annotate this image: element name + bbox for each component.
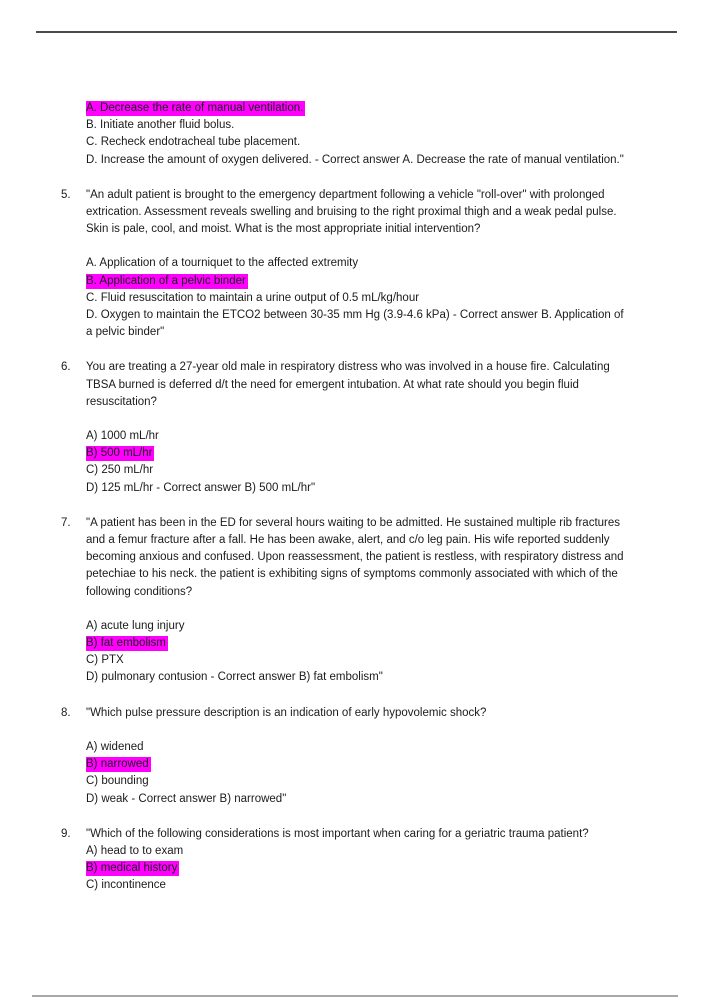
answer-option	[86, 273, 624, 290]
answer-option-text: A. Decrease the rate of manual ventilation.	[86, 102, 304, 114]
answer-option	[86, 255, 624, 272]
answer-option	[86, 791, 624, 808]
answer-option-text: C) 250 mL/hr	[86, 464, 154, 477]
answer-option	[86, 635, 624, 652]
answer-option	[86, 860, 624, 877]
answer-option	[86, 462, 624, 479]
answer-option-text: B. Initiate another fluid bolus.	[86, 119, 235, 132]
question-7	[61, 515, 624, 687]
question-5	[61, 187, 624, 342]
answer-option-text: A) 1000 mL/hr	[86, 430, 159, 443]
question-number: 6.	[61, 361, 71, 374]
answer-option-text: C) bounding	[86, 775, 149, 788]
answer-option-text: C. Fluid resuscitation to maintain a urine output of 0.5 mL/kg/hour	[86, 291, 420, 304]
question-text: You are treating a 27-year old male in respiratory distress who was involved in a house fire. Calculating TBSA burned is deferred d/t the need for emergent intubation. At what rate should you begin fluid resuscitation?	[86, 361, 610, 408]
answer-option	[86, 290, 624, 307]
answer-option	[86, 134, 624, 151]
answer-option-text: B) fat embolism	[86, 637, 166, 650]
question-text: "A patient has been in the ED for several hours waiting to be admitted. He sustained multiple rib fractures and a femur fracture after a fall. He has been awake, alert, and c/o leg pain. His wife reported suddenly becoming anxious and confused. Upon reassessment, the patient is restless, with respiratory distress and petechiae to his neck. the patient is exhibiting signs of symptoms commonly associated with which of the following conditions?	[86, 516, 624, 598]
answer-option	[86, 428, 624, 445]
answer-option-text: A) head to to exam	[86, 844, 184, 857]
answer-option	[86, 152, 624, 169]
answer-option-text: B. Application of a pelvic binder	[86, 274, 246, 287]
answer-option-text: C) PTX	[86, 654, 124, 667]
question-6	[61, 359, 624, 496]
document-content	[61, 100, 624, 913]
answer-option-text: B) medical history	[86, 862, 178, 875]
answer-option	[86, 739, 624, 756]
bottom-divider	[32, 995, 678, 997]
answer-option	[86, 618, 624, 635]
answer-option-text: B) narrowed	[86, 758, 149, 771]
answer-option-text: D. Oxygen to maintain the ETCO2 between 30-35 mm Hg (3.9-4.6 kPa) - Correct answer B. Application of a pelvic binder"	[86, 309, 624, 339]
answer-option	[86, 117, 624, 134]
question-9	[61, 826, 624, 895]
question-4-options-block	[61, 100, 624, 169]
answer-option-text: D) pulmonary contusion - Correct answer B) fat embolism"	[86, 671, 383, 684]
answer-option	[86, 843, 624, 860]
answer-option-text: D) 125 mL/hr - Correct answer B) 500 mL/hr"	[86, 481, 316, 494]
answer-options	[86, 739, 624, 808]
answer-option	[86, 669, 624, 686]
answer-option	[86, 307, 624, 341]
answer-option	[86, 652, 624, 669]
answer-option-text: D) weak - Correct answer B) narrowed"	[86, 792, 287, 805]
question-number: 8.	[61, 706, 71, 719]
answer-options	[86, 618, 624, 687]
answer-option	[86, 773, 624, 790]
question-text: "Which of the following considerations is most important when caring for a geriatric trauma patient?	[86, 827, 589, 840]
top-divider	[36, 31, 677, 33]
answer-option-text: D. Increase the amount of oxygen delivered. - Correct answer A. Decrease the rate of manual ventilation."	[86, 153, 624, 166]
answer-options	[86, 843, 624, 895]
question-text: "An adult patient is brought to the emergency department following a vehicle "roll-over" with prolonged extrication. Assessment reveals swelling and bruising to the right proximal thigh and a weak pedal pulse. Skin is pale, cool, and moist. What is the most appropriate initial intervention?	[86, 188, 617, 236]
question-text: "Which pulse pressure description is an indication of early hypovolemic shock?	[86, 706, 487, 719]
question-number: 5.	[61, 188, 71, 201]
answer-option-text: B) 500 mL/hr	[86, 447, 153, 460]
answer-option-text: A) acute lung injury	[86, 619, 185, 632]
answer-option-text: A. Application of a tourniquet to the affected extremity	[86, 257, 359, 270]
answer-option	[86, 100, 624, 117]
answer-option	[86, 756, 624, 773]
answer-option	[86, 877, 624, 894]
answer-option-text: A) widened	[86, 740, 144, 753]
answer-option	[86, 445, 624, 462]
answer-option-text: C) incontinence	[86, 879, 166, 892]
question-number: 9.	[61, 827, 71, 840]
answer-option	[86, 480, 624, 497]
question-8	[61, 705, 624, 808]
answer-option-text: C. Recheck endotracheal tube placement.	[86, 136, 301, 149]
question-number: 7.	[61, 516, 71, 529]
answer-options	[86, 428, 624, 497]
answer-options	[86, 255, 624, 341]
